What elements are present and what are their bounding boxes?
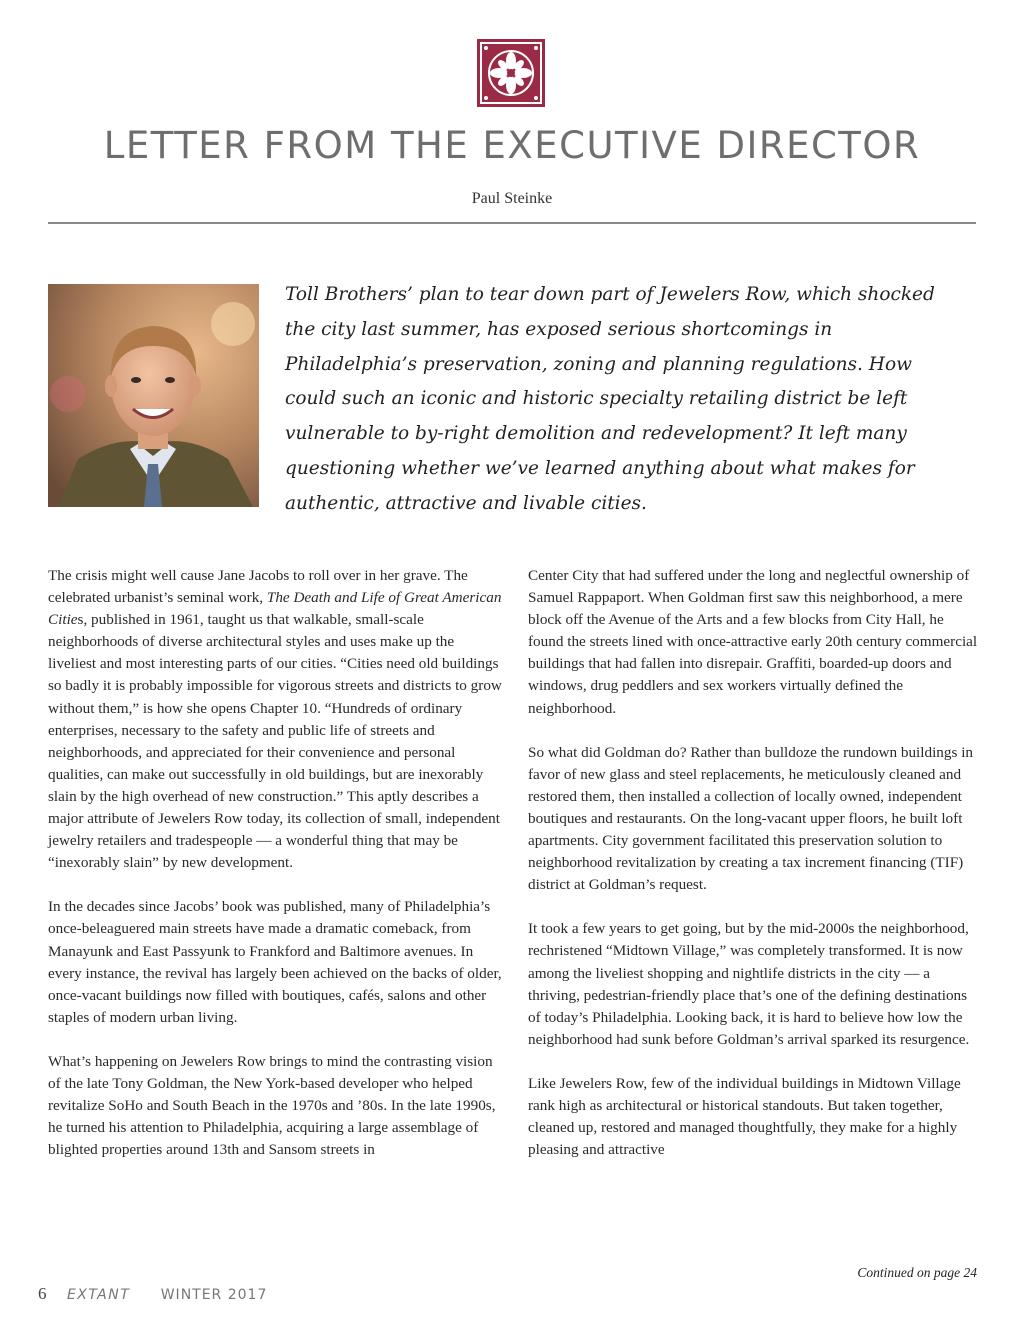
body-column-left <box>48 565 503 1161</box>
pull-quote: Toll Brothers’ plan to tear down part of Jewelers Row, which shocked the city last summer, has exposed serious shortcomings in Philadelphia’s preservation, zoning and planning regulations. How could such an iconic and historic specialty retailing district be left vulnerable to by-right demolition and redevelopment? It left many questioning whether we’ve learned anything about what makes for authentic, attractive and livable cities. <box>285 284 935 514</box>
author-portrait <box>48 284 259 507</box>
body-paragraph: What’s happening on Jewelers Row brings to mind the contrasting vision of the late Tony Goldman, the New York-based developer who helped revitalize SoHo and South Beach in the 1970s and ’80s. In the late 1990s, he turned his attention to Philadelphia, acquiring a large assemblage of blighted properties around 13th and Sansom streets in <box>48 1052 496 1159</box>
organization-logo <box>477 39 545 107</box>
body-paragraph: It took a few years to get going, but by the mid-2000s the neighborhood, rechristened “Midtown Village,” was completely transformed. It is now among the liveliest shopping and nightlife districts in the city — a thriving, pedestrian-friendly place that’s one of the defining destinations of today’s Philadelphia. Looking back, it is hard to believe how low the neighborhood had sunk before Goldman’s arrival sparked its resurgence. <box>528 920 970 1048</box>
continued-note: Continued on page 24 <box>857 1265 977 1280</box>
body-text: The crisis might well cause Jane Jacobs to roll over in her grave. The celebrated urbanist’s seminal work, <box>48 567 468 607</box>
page-title: LETTER FROM THE EXECUTIVE DIRECTOR <box>103 124 921 167</box>
magazine-name: EXTANT <box>66 1287 131 1303</box>
body-paragraph: Center City that had suffered under the long and neglectful ownership of Samuel Rappaport. When Goldman first saw this neighborhood, a mere block off the Avenue of the Arts and a few blocks from City Hall, he found the streets lined with once-attractive early 20th century commercial buildings that had fallen into disrepair. Graffiti, boarded-up doors and windows, drug peddlers and sex workers virtually defined the neighborhood. <box>528 567 978 717</box>
body-paragraph: So what did Goldman do? Rather than bulldoze the rundown buildings in favor of new glass and steel replacements, he meticulously cleaned and restored them, then installed a collection of locally owned, independent boutiques and restaurants. On the long-vacant upper floors, he built loft apartments. City government facilitated this preservation solution to neighborhood revitalization by creating a tax increment financing (TIF) district at Goldman’s request. <box>528 743 974 894</box>
issue-date: WINTER 2017 <box>160 1287 268 1303</box>
body-paragraph: Like Jewelers Row, few of the individual buildings in Midtown Village rank high as architectural or historical standouts. But taken together, cleaned up, restored and managed thoughtfully, they make for a highly pleasing and attractive <box>528 1074 961 1159</box>
body-paragraph: In the decades since Jacobs’ book was published, many of Philadelphia’s once-beleaguered main streets have made a dramatic comeback, from Manayunk and East Passyunk to Frankford and Baltimore avenues. In every instance, the revival has largely been achieved on the backs of older, once-vacant buildings now filled with boutiques, cafés, salons and other staples of modern urban living. <box>48 898 502 1026</box>
header-divider <box>48 222 976 224</box>
body-text: s, published in 1961, taught us that walkable, small-scale neighborhoods of diverse architectural styles and uses make up the liveliest and most interesting parts of our cities. “Cities need old buildings so badly it is probably impossible for vigorous streets and districts to grow without them,” is how she opens Chapter 10. “Hundreds of ordinary enterprises, necessary to the safety and public life of streets and neighborhoods, and appreciated for their convenience and personal qualities, can make out successfully in old buildings, but are inexorably slain by the high overhead of new construction.” This aptly describes a major attribute of Jewelers Row today, its collection of small, independent jewelry retailers and tradespeople — a wonderful thing that may be “inexorably slain” by new development. <box>48 611 502 872</box>
author-byline: Paul Steinke <box>471 190 553 207</box>
page-number: 6 <box>38 1284 47 1303</box>
body-column-right <box>528 565 980 1161</box>
rosette-tile-icon <box>477 39 545 107</box>
book-title: The Death and Life of Great American Citie <box>48 589 502 629</box>
body-paragraph <box>48 565 503 874</box>
page-footer <box>38 1284 267 1304</box>
